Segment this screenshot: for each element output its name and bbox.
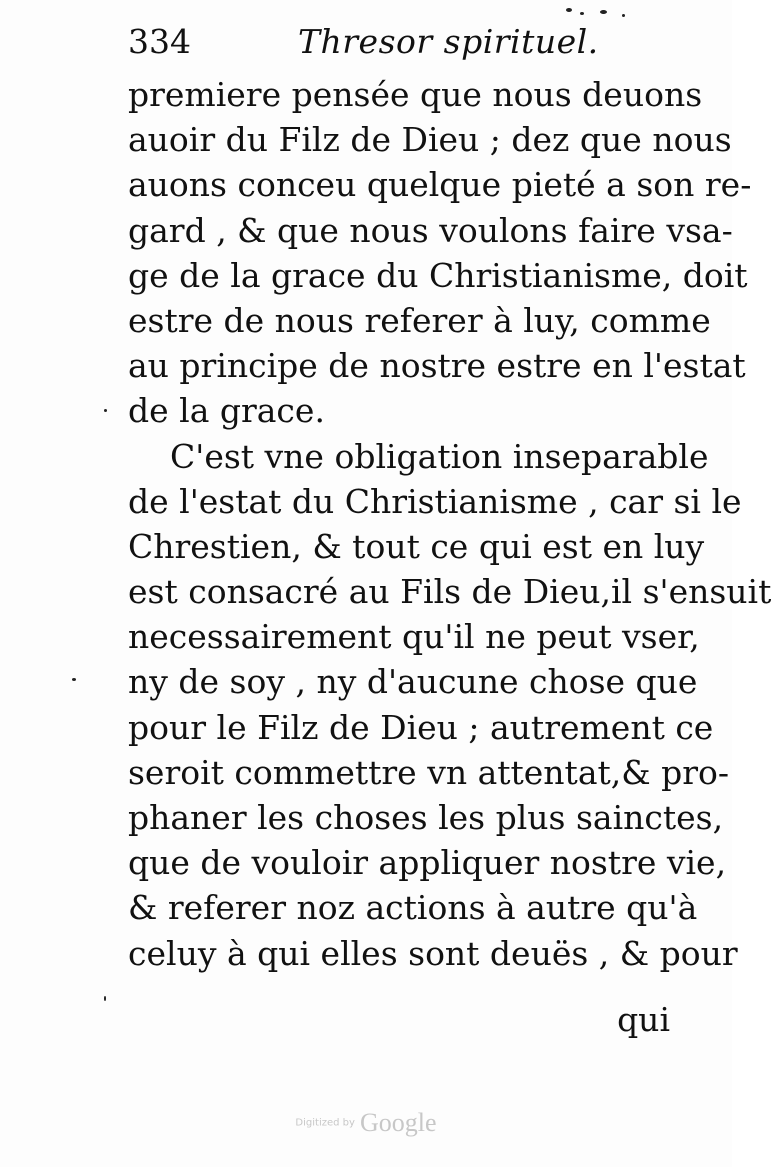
ink-speck	[566, 8, 572, 12]
text-line: ge de la grace du Christianisme, doit	[128, 255, 748, 295]
ink-speck	[580, 12, 584, 15]
running-header	[128, 22, 668, 66]
text-line: auons conceu quelque pieté a son re-	[128, 165, 752, 205]
body-text	[128, 72, 771, 976]
text-line: gard , & que nous voulons faire vsa-	[128, 210, 733, 250]
ink-speck	[600, 10, 607, 14]
text-line: necessairement qu'il ne peut vser,	[128, 617, 700, 657]
watermark-logo: Google	[360, 1108, 437, 1137]
catchword: qui	[617, 1000, 670, 1039]
text-line: au principe de nostre estre en l'estat	[128, 346, 746, 386]
digitization-watermark	[0, 1108, 732, 1138]
text-line: celuy à qui elles sont deuës , & pour	[128, 933, 738, 973]
text-line: de l'estat du Christianisme , car si le	[128, 481, 742, 521]
text-line: auoir du Filz de Dieu ; dez que nous	[128, 120, 732, 160]
text-line: seroit commettre vn attentat,& pro-	[128, 752, 730, 792]
running-title: Thresor spirituel.	[298, 22, 599, 61]
text-line: phaner les choses les plus sainctes,	[128, 798, 724, 837]
paragraph-start-line: C'est vne obligation inseparable	[170, 436, 709, 476]
ink-speck	[622, 14, 625, 17]
text-line: pour le Filz de Dieu ; autrement ce	[128, 707, 714, 747]
text-line: que de vouloir appliquer nostre vie,	[128, 843, 727, 883]
page-number: 334	[128, 22, 191, 61]
text-line: est consacré au Fils de Dieu,il s'ensuit	[128, 572, 771, 612]
watermark-prefix: Digitized by	[295, 1117, 355, 1129]
text-line: estre de nous referer à luy, comme	[128, 300, 711, 340]
paragraph-end-line: de la grace.	[128, 391, 325, 431]
ink-speck	[104, 996, 106, 1001]
text-line: & referer noz actions à autre qu'à	[128, 888, 698, 928]
ink-speck	[104, 409, 107, 412]
ink-speck	[72, 678, 76, 681]
text-line: Chrestien, & tout ce qui est en luy	[128, 526, 705, 566]
text-line: ny de soy , ny d'aucune chose que	[128, 662, 698, 702]
text-line: premiere pensée que nous deuons	[128, 75, 703, 114]
